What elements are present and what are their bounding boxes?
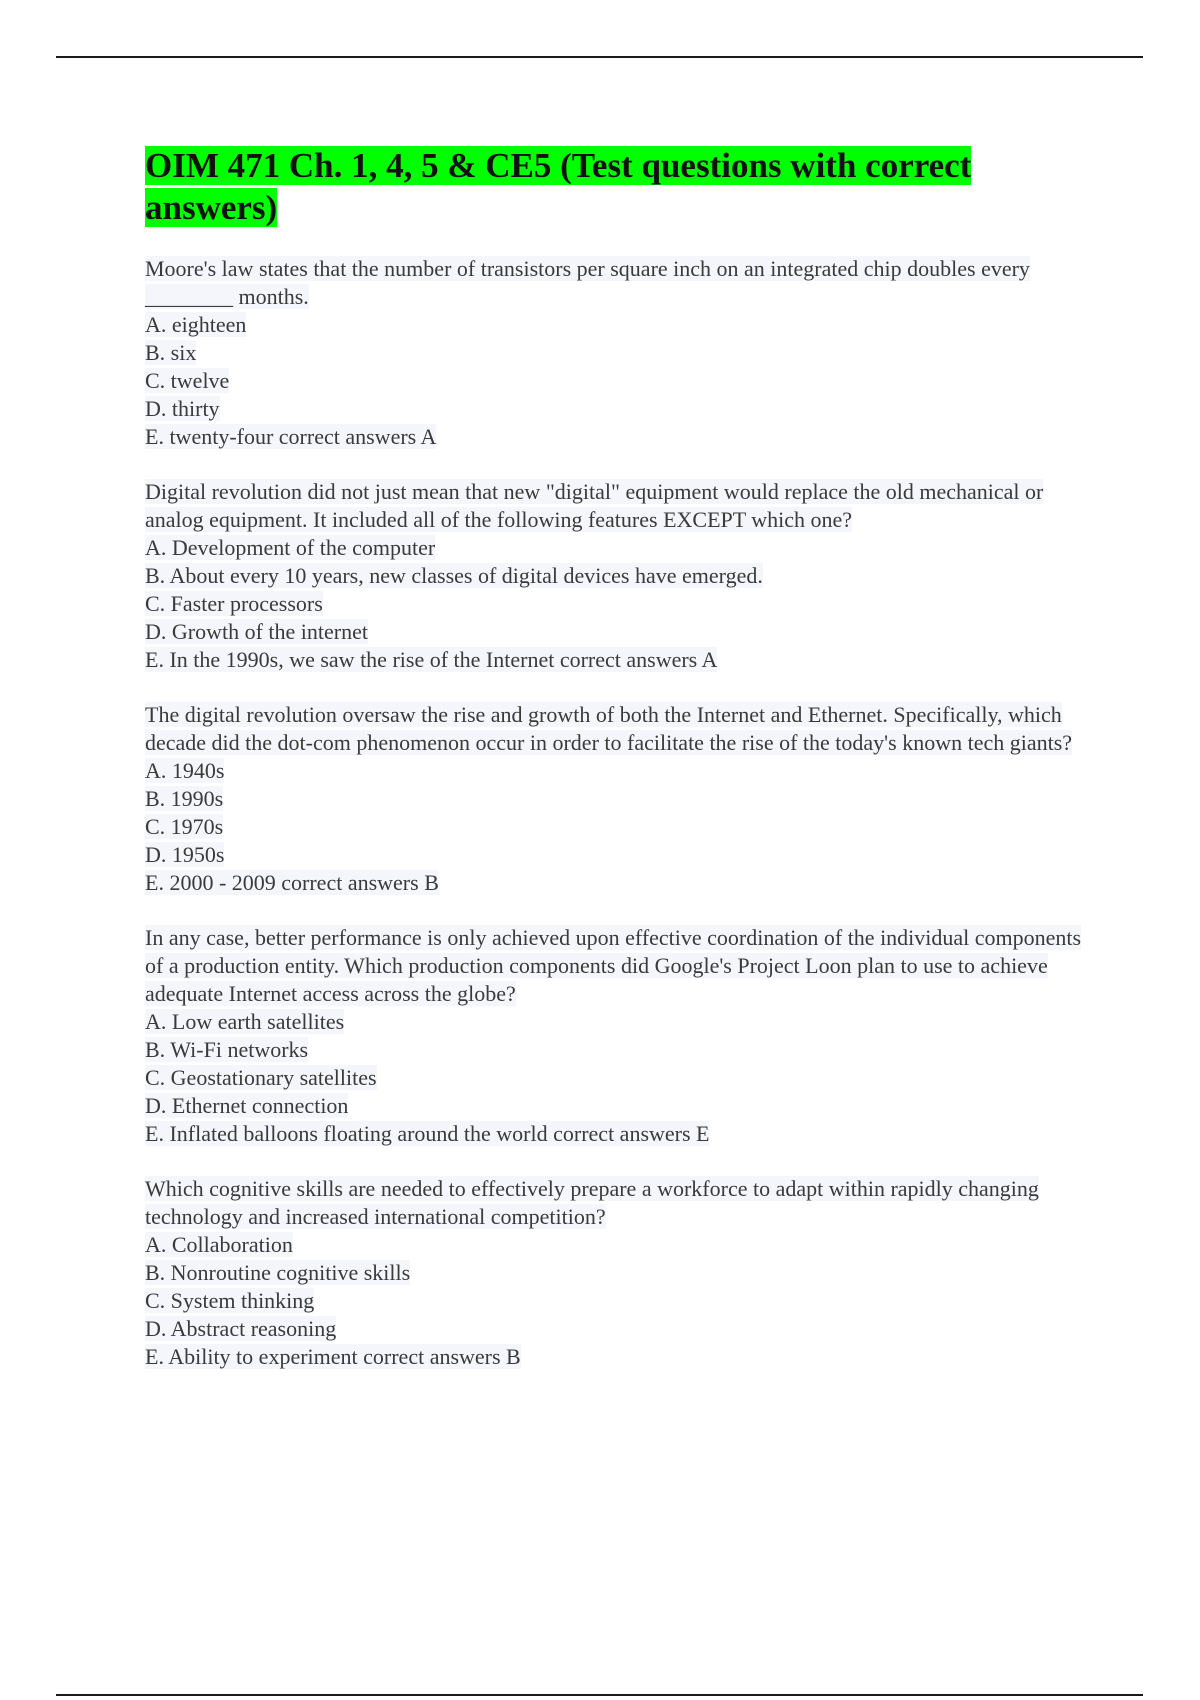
question-5 bbox=[145, 1175, 1085, 1371]
answer-option: A. Low earth satellites bbox=[145, 1009, 345, 1034]
answer-option: B. 1990s bbox=[145, 786, 224, 811]
answer-option: D. Ethernet connection bbox=[145, 1093, 349, 1118]
answer-option: C. twelve bbox=[145, 368, 230, 393]
answer-option: D. thirty bbox=[145, 396, 220, 421]
answer-option: B. About every 10 years, new classes of digital devices have emerged. bbox=[145, 563, 763, 588]
title-highlight: OIM 471 Ch. 1, 4, 5 & CE5 (Test questions with correct answers) bbox=[145, 146, 972, 227]
answer-option-with-correct-answer: E. twenty-four correct answers A bbox=[145, 424, 437, 449]
question-3 bbox=[145, 701, 1085, 897]
answer-option: C. 1970s bbox=[145, 814, 224, 839]
answer-option: C. System thinking bbox=[145, 1288, 315, 1313]
question-stem: Which cognitive skills are needed to effectively prepare a workforce to adapt within rapidly changing technology and increased international competition? bbox=[145, 1176, 1039, 1229]
answer-option: D. 1950s bbox=[145, 842, 225, 867]
answer-option: B. Wi-Fi networks bbox=[145, 1037, 309, 1062]
question-stem: The digital revolution oversaw the rise and growth of both the Internet and Ethernet. Specifically, which decade did the dot-com phenomenon occur in order to facilitate the rise of the today's known tech giants? bbox=[145, 702, 1073, 755]
document-body bbox=[145, 145, 1085, 1398]
answer-option-with-correct-answer: E. In the 1990s, we saw the rise of the Internet correct answers A bbox=[145, 647, 718, 672]
answer-option: C. Faster processors bbox=[145, 591, 323, 616]
answer-option-with-correct-answer: E. Ability to experiment correct answers B bbox=[145, 1344, 521, 1369]
footer-rule bbox=[56, 1694, 1143, 1696]
answer-option: D. Growth of the internet bbox=[145, 619, 368, 644]
document-title bbox=[145, 145, 1085, 229]
question-stem: Digital revolution did not just mean that new "digital" equipment would replace the old mechanical or analog equipment. It included all of the following features EXCEPT which one? bbox=[145, 479, 1044, 532]
answer-option: C. Geostationary satellites bbox=[145, 1065, 377, 1090]
question-stem: In any case, better performance is only achieved upon effective coordination of the individual components of a production entity. Which production components did Google's Project Loon plan to use to achieve adequate Internet access across the globe? bbox=[145, 925, 1082, 1006]
question-2 bbox=[145, 478, 1085, 674]
question-4 bbox=[145, 924, 1085, 1148]
answer-option-with-correct-answer: E. 2000 - 2009 correct answers B bbox=[145, 870, 439, 895]
answer-option: A. 1940s bbox=[145, 758, 225, 783]
answer-option: B. six bbox=[145, 340, 197, 365]
answer-option: A. Collaboration bbox=[145, 1232, 293, 1257]
answer-option: A. Development of the computer bbox=[145, 535, 436, 560]
answer-option: B. Nonroutine cognitive skills bbox=[145, 1260, 411, 1285]
answer-option: A. eighteen bbox=[145, 312, 247, 337]
question-stem: Moore's law states that the number of transistors per square inch on an integrated chip doubles every ________ months. bbox=[145, 256, 1030, 309]
question-1 bbox=[145, 255, 1085, 451]
answer-option-with-correct-answer: E. Inflated balloons floating around the world correct answers E bbox=[145, 1121, 710, 1146]
header-rule bbox=[56, 56, 1143, 58]
answer-option: D. Abstract reasoning bbox=[145, 1316, 337, 1341]
